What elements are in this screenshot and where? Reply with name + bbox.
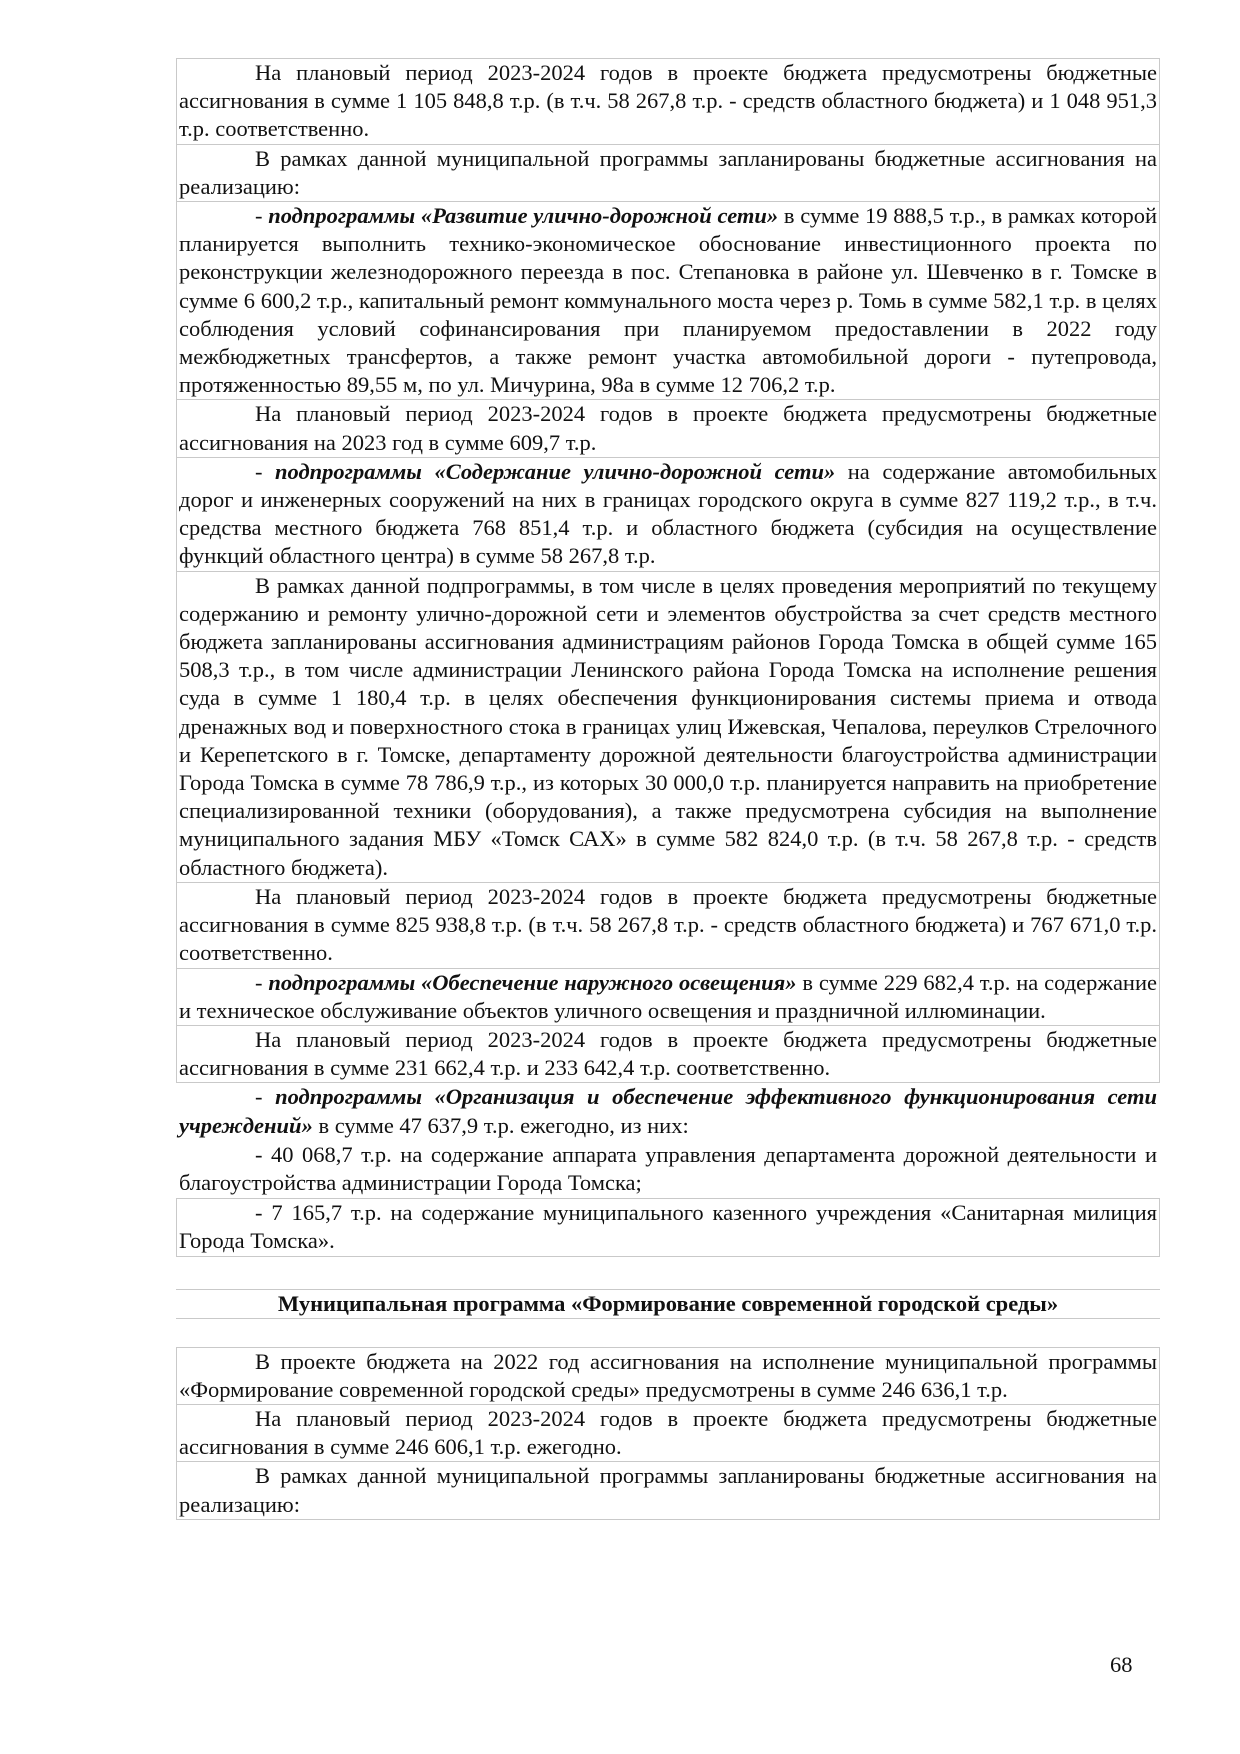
paragraph-plan-period-1: На плановый период 2023-2024 годов в проекте бюджета предусмотрены бюджетные ассигнования в сумме 1 105 848,8 т.р. (в т.ч. 58 267,8 т.р. - средств областного бюджета) и 1 048 951,3 т.р. соответственно. [176,58,1160,145]
section-spacer [176,1319,1160,1347]
paragraph-plan-period-5: На плановый период 2023-2024 годов в проекте бюджета предусмотрены бюджетные ассигнования в сумме 246 606,1 т.р. ежегодно. [176,1405,1160,1462]
paragraph-urban-program-budget: В проекте бюджета на 2022 год ассигнования на исполнение муниципальной программы «Формирование современной городской среды» предусмотрены в сумме 246 636,1 т.р. [176,1347,1160,1405]
list-dash: - [255,969,269,995]
document-page [176,58,1160,1520]
paragraph-subprogram-lighting [176,969,1160,1026]
subprogram-text-road-network: в сумме 19 888,5 т.р., в рамках которой планируется выполнить технико-экономическое обоснование инвестиционного проекта по реконструкции железнодорожного переезда в пос. Степановка в районе ул. Шевченко в г. Томске в сумме 6 600,2 т.р., капитальный ремонт коммунального моста через р. Томь в сумме 582,1 т.р. в целях соблюдения условий софинансирования при планируемом предоставлении в 2022 году межбюджетных трансфертов, а также ремонт участка автомобильной дороги - путепровода, протяженностью 89,55 м, по ул. Мичурина, 98а в сумме 12 706,2 т.р. [179,203,1158,398]
subprogram-title-road-network: подпрограммы «Развитие улично-дорожной сети» [268,203,779,229]
subprogram-text-institutions: в сумме 47 637,9 т.р. ежегодно, из них: [312,1112,689,1138]
section-spacer [176,1257,1160,1289]
paragraph-subprogram-institutions [176,1083,1160,1140]
paragraph-plan-period-3: На плановый период 2023-2024 годов в проекте бюджета предусмотрены бюджетные ассигнования в сумме 825 938,8 т.р. (в т.ч. 58 267,8 т.р. - средств областного бюджета) и 767 671,0 т.р. соответственно. [176,883,1160,969]
subprogram-title-institutions: подпрограммы «Организация и обеспечение эффективного функционирования сети учреждений» [179,1084,1157,1138]
subprogram-title-road-maintenance: подпрограммы «Содержание улично-дорожной сети» [275,458,836,484]
paragraph-item-management-apparatus: - 40 068,7 т.р. на содержание аппарата управления департамента дорожной деятельности и благоустройства администрации Города Томска; [179,1141,1157,1195]
subprogram-text-lighting: в сумме 229 682,4 т.р. на содержание и техническое обслуживание объектов уличного освещения и праздничной иллюминации. [179,969,1157,1023]
subprogram-text-road-maintenance: на содержание автомобильных дорог и инженерных сооружений на них в границах городского округа в сумме 827 119,2 т.р., в т.ч. средства местного бюджета 768 851,4 т.р. и областного бюджета (субсидия на осуществление функций областного центра) в сумме 58 267,8 т.р. [179,458,1157,569]
section-heading-urban-environment: Муниципальная программа «Формирование современной городской среды» [176,1289,1160,1319]
paragraph-item-sanitary-militia: - 7 165,7 т.р. на содержание муниципального казенного учреждения «Санитарная милиция Города Томска». [176,1198,1160,1256]
page-number: 68 [1110,1652,1133,1677]
paragraph-subprogram-road-maintenance [176,458,1160,572]
paragraph-program-intro: В рамках данной муниципальной программы запланированы бюджетные ассигнования на реализацию: [176,145,1160,202]
list-dash: - [255,458,276,484]
paragraph-subprogram-road-network [176,202,1160,400]
paragraph-maintenance-details: В рамках данной подпрограммы, в том числе в целях проведения мероприятий по текущему содержанию и ремонту улично-дорожной сети и элементов обустройства за счет средств местного бюджета запланированы ассигнования администрациям районов Города Томска в общей сумме 165 508,3 т.р., в том числе администрации Ленинского района Города Томска на исполнение решения суда в сумме 1 180,4 т.р. в целях обеспечения функционирования системы приема и отвода дренажных вод и поверхностного стока в границах улиц Ижевская, Чепалова, переулков Стрелочного и Керепетского в г. Томске, департаменту дорожной деятельности благоустройства администрации Города Томска в сумме 78 786,9 т.р., из которых 30 000,0 т.р. планируется направить на приобретение специализированной техники (оборудования), а также предусмотрена субсидия на выполнение муниципального задания МБУ «Томск САХ» в сумме 582 824,0 т.р. (в т.ч. 58 267,8 т.р. - средств областного бюджета). [176,572,1160,883]
paragraph-urban-program-intro: В рамках данной муниципальной программы запланированы бюджетные ассигнования на реализацию: [176,1462,1160,1519]
subprogram-title-lighting: подпрограммы «Обеспечение наружного освещения» [268,969,797,995]
paragraph-plan-period-2: На плановый период 2023-2024 годов в проекте бюджета предусмотрены бюджетные ассигнования на 2023 год в сумме 609,7 т.р. [176,400,1160,457]
paragraph-plan-period-4: На плановый период 2023-2024 годов в проекте бюджета предусмотрены бюджетные ассигнования в сумме 231 662,4 т.р. и 233 642,4 т.р. соответственно. [176,1026,1160,1083]
list-dash: - [255,203,269,229]
list-dash: - [255,1084,276,1110]
